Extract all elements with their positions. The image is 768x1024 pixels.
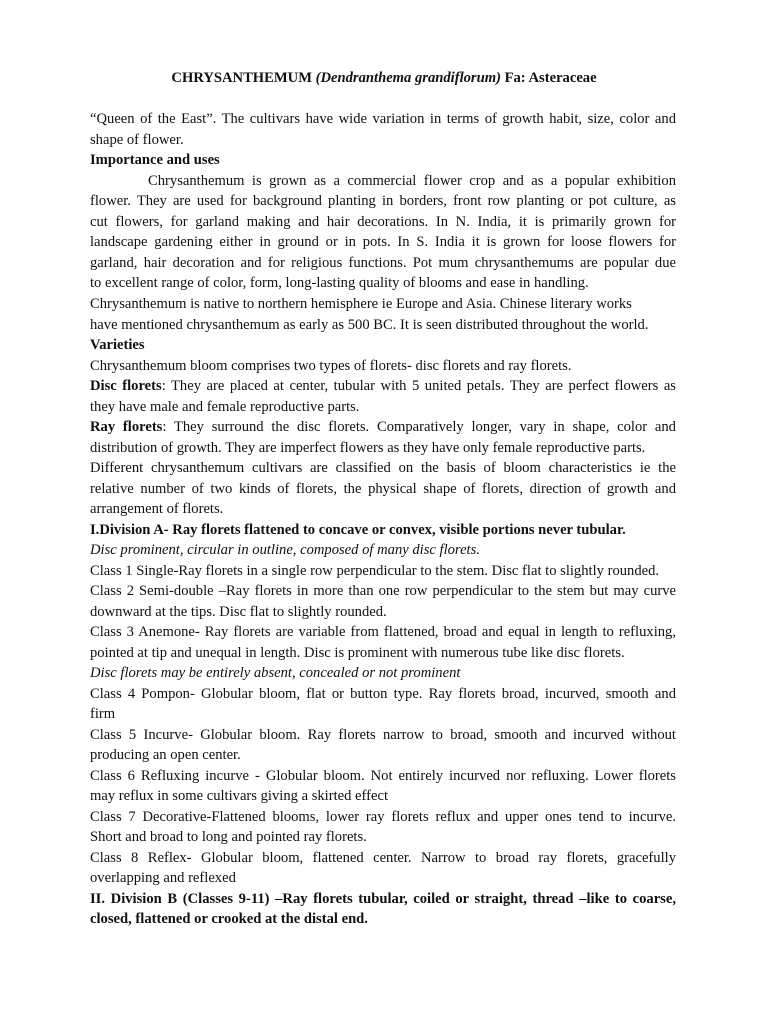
term-ray-florets: Ray florets bbox=[90, 419, 163, 435]
subheading-disc-prominent: Disc prominent, circular in outline, composed of many disc florets. bbox=[90, 542, 480, 558]
ray-florets-line: distribution of growth. They are imperfect flowers as they have only female reproductive parts. bbox=[90, 440, 646, 456]
importance-line: cut flowers, for garland making and hair decorations. In N. India, it is primarily grown for bbox=[90, 214, 676, 230]
class-6-line: may reflux in some cultivars giving a skirted effect bbox=[90, 788, 389, 804]
disc-florets-text: They are placed at center, tubular with 5 united petals. They are perfect flowers as bbox=[171, 378, 676, 394]
heading-division-b: closed, flattened or crooked at the distal end. bbox=[90, 911, 368, 927]
class-1-line: Class 1 Single-Ray florets in a single row perpendicular to the stem. Disc flat to slightly rounded. bbox=[90, 563, 660, 579]
importance-line: garland, hair decoration and for religious functions. Pot mum chrysanthemums are popular due bbox=[90, 255, 676, 271]
heading-division-b: II. Division B (Classes 9-11) –Ray florets tubular, coiled or straight, thread –like to coarse, bbox=[90, 891, 676, 907]
heading-division-a: I.Division A- Ray florets flattened to concave or convex, visible portions never tubular. bbox=[90, 522, 626, 538]
disc-florets-line: they have male and female reproductive parts. bbox=[90, 399, 360, 415]
importance-line: to excellent range of color, form, long-lasting quality of blooms and ease in handling. bbox=[90, 275, 589, 291]
ray-florets-text: They surround the disc florets. Comparatively longer, vary in shape, color and bbox=[173, 419, 676, 435]
subheading-disc-absent: Disc florets may be entirely absent, concealed or not prominent bbox=[90, 665, 461, 681]
term-disc-florets: Disc florets bbox=[90, 378, 162, 394]
class-4-line: Class 4 Pompon- Globular bloom, flat or button type. Ray florets broad, incurved, smooth and bbox=[90, 686, 676, 702]
ray-florets-line: Ray florets: They surround the disc florets. Comparatively longer, vary in shape, color and bbox=[90, 419, 676, 435]
class-6-line: Class 6 Refluxing incurve - Globular bloom. Not entirely incurved nor refluxing. Lower florets bbox=[90, 768, 676, 784]
heading-varieties: Varieties bbox=[90, 337, 145, 353]
class-4-line: firm bbox=[90, 706, 116, 722]
varieties-line: Chrysanthemum bloom comprises two types of florets- disc florets and ray florets. bbox=[90, 358, 572, 374]
class-8-line: overlapping and reflexed bbox=[90, 870, 236, 886]
origin-line: Chrysanthemum is native to northern hemisphere ie Europe and Asia. Chinese literary works bbox=[90, 296, 632, 312]
intro-line: “Queen of the East”. The cultivars have wide variation in terms of growth habit, size, color and bbox=[90, 111, 676, 127]
class-5-line: Class 5 Incurve- Globular bloom. Ray florets narrow to broad, smooth and incurved without bbox=[90, 727, 676, 743]
class-3-line: pointed at tip and unequal in length. Disc is prominent with numerous tube like disc florets. bbox=[90, 645, 625, 661]
class-7-line: Class 7 Decorative-Flattened blooms, lower ray florets reflux and upper ones tend to incurve. bbox=[90, 809, 676, 825]
title-name: CHRYSANTHEMUM bbox=[171, 70, 312, 86]
intro-line: shape of flower. bbox=[90, 132, 184, 148]
class-5-line: producing an open center. bbox=[90, 747, 241, 763]
importance-line: landscape gardening either in ground or in pots. In S. India it is grown for loose flowers for bbox=[90, 234, 676, 250]
class-3-line: Class 3 Anemone- Ray florets are variable from flattened, broad and equal in length to refluxing, bbox=[90, 624, 676, 640]
title-scientific-name: (Dendranthema grandiflorum) bbox=[315, 70, 501, 86]
class-7-line: Short and broad to long and pointed ray florets. bbox=[90, 829, 367, 845]
heading-importance: Importance and uses bbox=[90, 152, 220, 168]
class-2-line: downward at the tips. Disc flat to slightly rounded. bbox=[90, 604, 387, 620]
classification-line: relative number of two kinds of florets, the physical shape of florets, direction of growth and bbox=[90, 481, 676, 497]
title-family: Fa: Asteraceae bbox=[504, 70, 597, 86]
importance-line: Chrysanthemum is grown as a commercial flower crop and as a popular exhibition bbox=[148, 173, 676, 189]
classification-line: Different chrysanthemum cultivars are classified on the basis of bloom characteristics ie the bbox=[90, 460, 676, 476]
page-title bbox=[0, 68, 768, 88]
class-2-line: Class 2 Semi-double –Ray florets in more than one row perpendicular to the stem but may curve bbox=[90, 583, 676, 599]
disc-florets-line: Disc florets: They are placed at center, tubular with 5 united petals. They are perfect flowers as bbox=[90, 378, 676, 394]
class-8-line: Class 8 Reflex- Globular bloom, flattened center. Narrow to broad ray florets, gracefully bbox=[90, 850, 676, 866]
origin-line: have mentioned chrysanthemum as early as 500 BC. It is seen distributed throughout the world. bbox=[90, 317, 649, 333]
classification-line: arrangement of florets. bbox=[90, 501, 224, 517]
importance-line: flower. They are used for background planting in borders, front row planting or pot culture, as bbox=[90, 193, 676, 209]
